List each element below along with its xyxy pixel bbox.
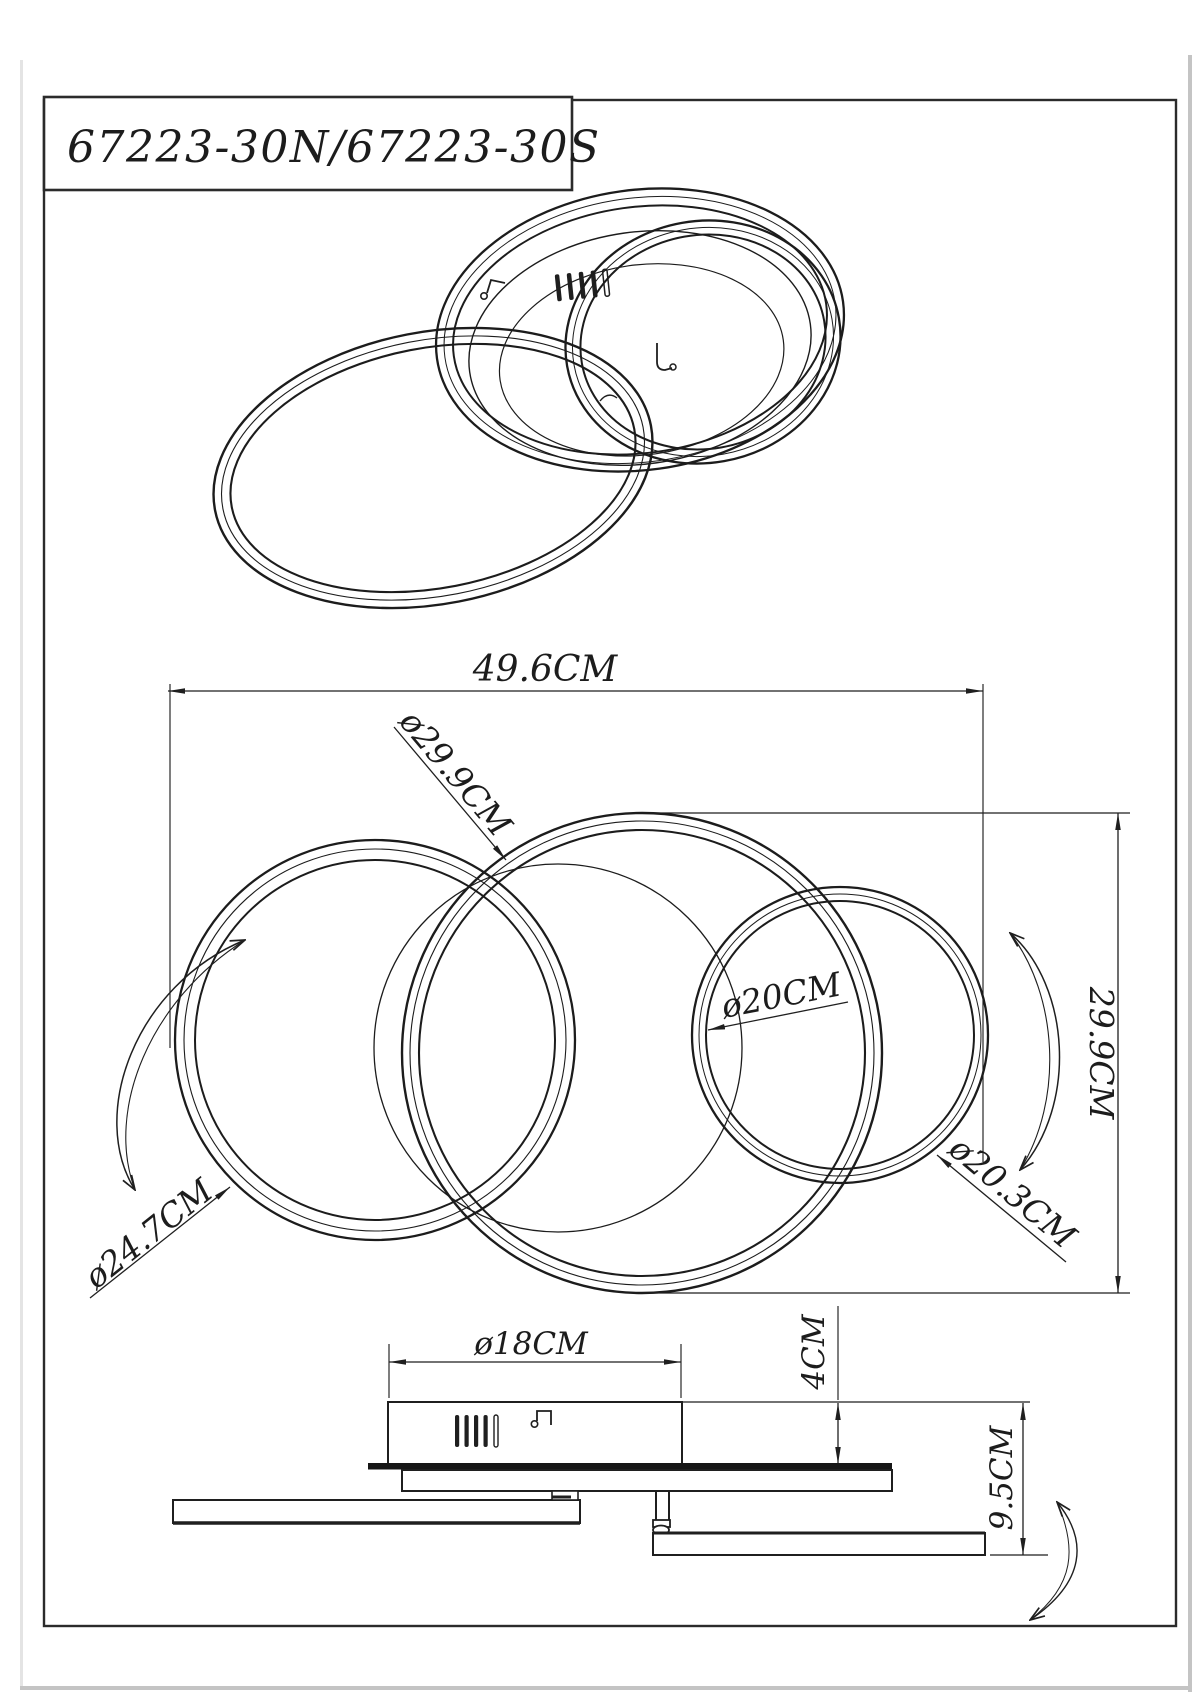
width-dimension-text: 49.6CM [472, 649, 618, 690]
canopy-diameter-text: ø18CM [474, 1326, 588, 1362]
middle-ring-diameter-text: ø29.9CM [391, 702, 520, 844]
scan-edge-bottom [20, 1686, 1192, 1690]
canopy-box [388, 1402, 682, 1466]
right-ring-outer-diameter-text: ø20.3CM [941, 1128, 1084, 1257]
ring-bar-middle [402, 1470, 892, 1491]
right-ring-inner-diameter-text: ø20CM [718, 964, 845, 1026]
total-height-text: 9.5CM [984, 1425, 1020, 1531]
title-block [44, 97, 601, 190]
ring-bar-top [368, 1463, 892, 1470]
left-ring-diameter-text: ø24.7CM [76, 1170, 221, 1297]
scan-edge-right [1188, 55, 1192, 1692]
height-dimension-text: 29.9CM [1082, 986, 1121, 1120]
ring-bar-bottom-right [653, 1533, 985, 1555]
scan-edge-left [20, 60, 23, 1686]
model-number-text: 67223-30N/67223-30S [67, 122, 601, 173]
canopy-height-text: 4CM [796, 1314, 832, 1390]
